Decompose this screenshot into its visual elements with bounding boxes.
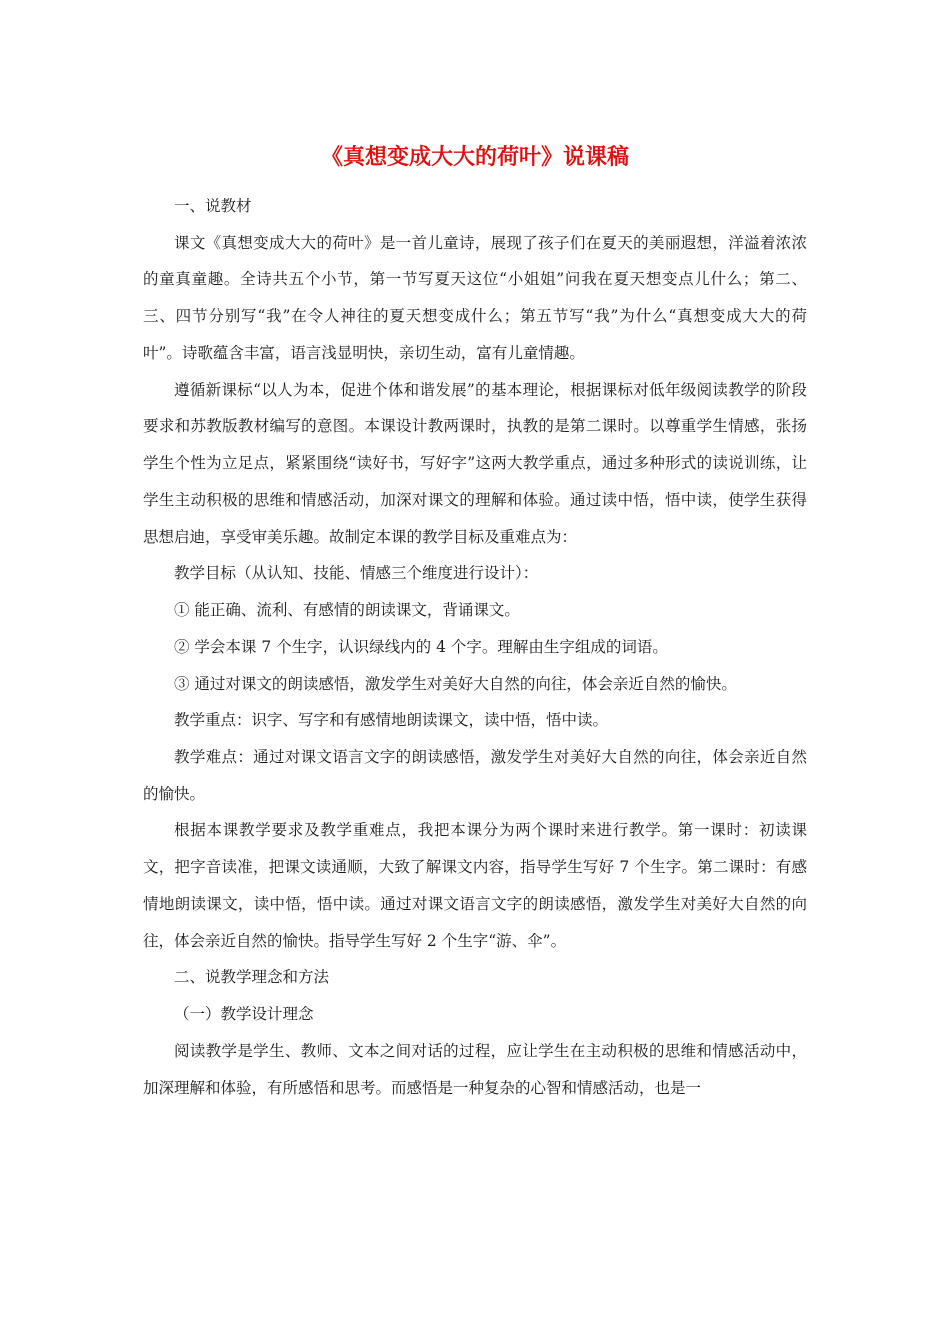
paragraph: 根据本课教学要求及教学重难点，我把本课分为两个课时来进行教学。第一课时：初读课文，把字音读准，把课文读通顺，大致了解课文内容，指导学生写好 7 个生字。第二课时：有感情地朗读课文，读中悟，悟中读。通过对课文语言文字的朗读感悟，激发学生对美好大自然的向往，体会亲近自然的愉快。指导学生写好 2 个生字“游、伞”。	[143, 821, 807, 950]
section-heading-2: 二、说教学理念和方法	[174, 968, 330, 987]
paragraph: 遵循新课标“以人为本，促进个体和谐发展”的基本理论，根据课标对低年级阅读教学的阶段要求和苏教版教材编写的意图。本课设计教两课时，执教的是第二课时。以尊重学生情感，张扬学生个性为立足点，紧紧围绕“读好书，写好字”这两大教学重点，通过多种形式的读说训练，让学生主动积极的思维和情感活动，加深对课文的理解和体验。通过读中悟，悟中读，使学生获得思想启迪，享受审美乐趣。故制定本课的教学目标及重难点为：	[143, 380, 807, 546]
list-item-goal-3: ③ 通过对课文的朗读感悟，激发学生对美好大自然的向往，体会亲近自然的愉快。	[174, 674, 737, 693]
paragraph: 阅读教学是学生、教师、文本之间对话的过程，应让学生在主动积极的思维和情感活动中，加深理解和体验，有所感悟和思考。而感悟是一种复杂的心智和情感活动，也是一	[143, 1041, 807, 1097]
page-title: 《真想变成大大的荷叶》说课稿	[320, 144, 629, 170]
paragraph-difficulty: 教学难点：通过对课文语言文字的朗读感悟，激发学生对美好大自然的向往，体会亲近自然的愉快。	[143, 748, 807, 803]
list-item-goal-1: ① 能正确、流利、有感情的朗读课文，背诵课文。	[174, 601, 520, 620]
section-heading-1: 一、说教材	[174, 197, 252, 215]
paragraph-key-point: 教学重点：识字、写字和有感情地朗读课文，读中悟，悟中读。	[174, 711, 609, 730]
paragraph: 教学目标（从认知、技能、情感三个维度进行设计）：	[174, 564, 539, 583]
document-body	[143, 188, 807, 1106]
subsection-heading: （一）教学设计理念	[174, 1005, 314, 1024]
paragraph: 课文《真想变成大大的荷叶》是一首儿童诗，展现了孩子们在夏天的美丽遐想，洋溢着浓浓的童真童趣。全诗共五个小节，第一节写夏天这位“小姐姐”问我在夏天想变点儿什么；第二、三、四节分别写“我”在令人神往的夏天想变成什么；第五节写“我”为什么“真想变成大大的荷叶”。诗歌蕴含丰富，语言浅显明快，亲切生动，富有儿童情趣。	[143, 233, 807, 362]
list-item-goal-2: ② 学会本课 7 个生字，认识绿线内的 4 个字。理解由生字组成的词语。	[174, 637, 668, 656]
